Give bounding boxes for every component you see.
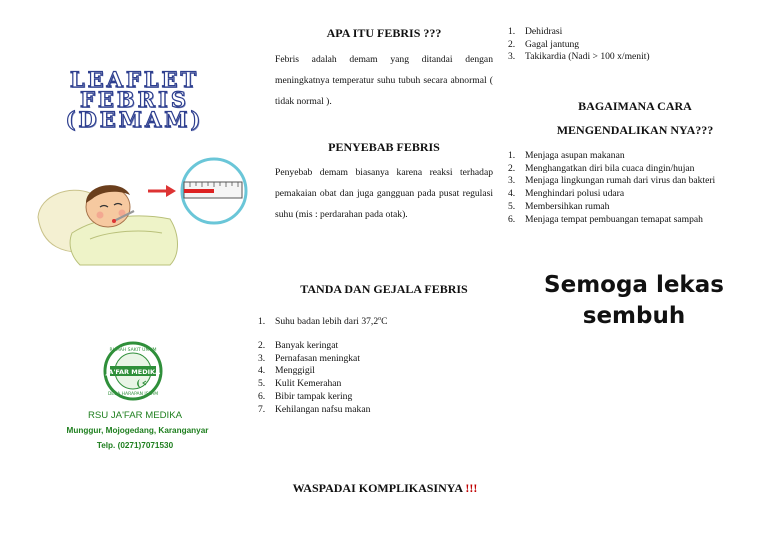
- hospital-phone: Telp. (0271)7071530: [96, 441, 174, 450]
- hospital-address: Munggur, Mojogedang, Karanganyar: [66, 426, 209, 435]
- symptoms-list: [258, 340, 370, 416]
- list-item: 6. Bibir tampak kering: [258, 390, 353, 402]
- complications-heading: [270, 481, 500, 496]
- section-heading-symptoms: TANDA DAN GEJALA FEBRIS: [300, 282, 468, 296]
- title-line-2: FEBRIS: [79, 87, 190, 112]
- section-body-what-is-febris: Febris adalah demam yang ditandai dengan meningkatnya temperatur suhu tubuh secara abnormal ( tidak normal ).: [275, 54, 493, 107]
- list-item: 7. Kehilangan nafsu makan: [258, 403, 371, 415]
- list-item: 2. Banyak keringat: [258, 340, 339, 351]
- section-heading-what-is-febris: APA ITU FEBRIS ???: [326, 26, 442, 40]
- control-list: [508, 150, 715, 226]
- section-body-causes: Penyebab demam biasanya karena reaksi terhadap pemakaian obat dan juga gangguan pada pusat regulasi suhu (mis : perdarahan pada otak).: [275, 167, 493, 220]
- list-item: 2. Menghangatkan diri bila cuaca dingin/hujan: [508, 162, 695, 174]
- list-item: 3. Takikardia (Nadi > 100 x/menit): [508, 51, 650, 63]
- title-line-1: LEAFLET: [69, 67, 200, 92]
- list-item: 2. Gagal jantung: [508, 38, 580, 50]
- logo-band-text: JA'FAR MEDIKA: [105, 368, 161, 376]
- list-item: 4. Menghindari polusi udara: [508, 188, 625, 200]
- list-item: 1. Menjaga asupan makanan: [508, 150, 625, 161]
- sick-child-thermometer-illustration: [30, 155, 250, 270]
- control-heading-line-1: BAGAIMANA CARA: [578, 99, 692, 113]
- symptom-item-1-text: Suhu badan lebih dari 37,2: [275, 316, 379, 328]
- complications-heading-text: WASPADAI KOMPLIKASINYA: [292, 481, 466, 495]
- closing-message-line-1: Semoga lekas: [544, 272, 724, 298]
- logo-ring-text-bottom: DESA HARAPAN ISLAM: [107, 392, 159, 397]
- symptom-item-1: 1. Suhu badan lebih dari 37,2$^o$C: [258, 316, 388, 328]
- list-item: 3. Pernafasan meningkat: [258, 352, 360, 364]
- list-item: 6. Menjaga tempat pembuangan temapat sampah: [508, 213, 703, 225]
- degree-sup: o: [378, 316, 382, 322]
- list-item: 1. Dehidrasi: [508, 26, 563, 37]
- logo-ring-text-top: RUMAH SAKIT UMUM: [109, 348, 157, 353]
- list-item: 4. Menggigil: [258, 365, 315, 377]
- hospital-name: RSU JA'FAR MEDIKA: [87, 410, 183, 421]
- symptom-item-1-unit: C: [381, 316, 388, 328]
- control-heading-line-2: MENGENDALIKAN NYA???: [556, 123, 714, 137]
- complications-exclaim: !!!: [465, 481, 478, 495]
- closing-message-line-2: sembuh: [582, 303, 686, 329]
- list-item: 5. Kulit Kemerahan: [258, 378, 342, 390]
- hospital-logo: [100, 341, 166, 401]
- section-heading-causes: PENYEBAB FEBRIS: [328, 140, 440, 154]
- complications-list: [508, 26, 650, 64]
- list-item: 5. Membersihkan rumah: [508, 200, 610, 212]
- list-item: 3. Menjaga lingkungan rumah dari virus dan bakteri: [508, 175, 716, 187]
- title-line-3: (DEMAM): [65, 107, 204, 132]
